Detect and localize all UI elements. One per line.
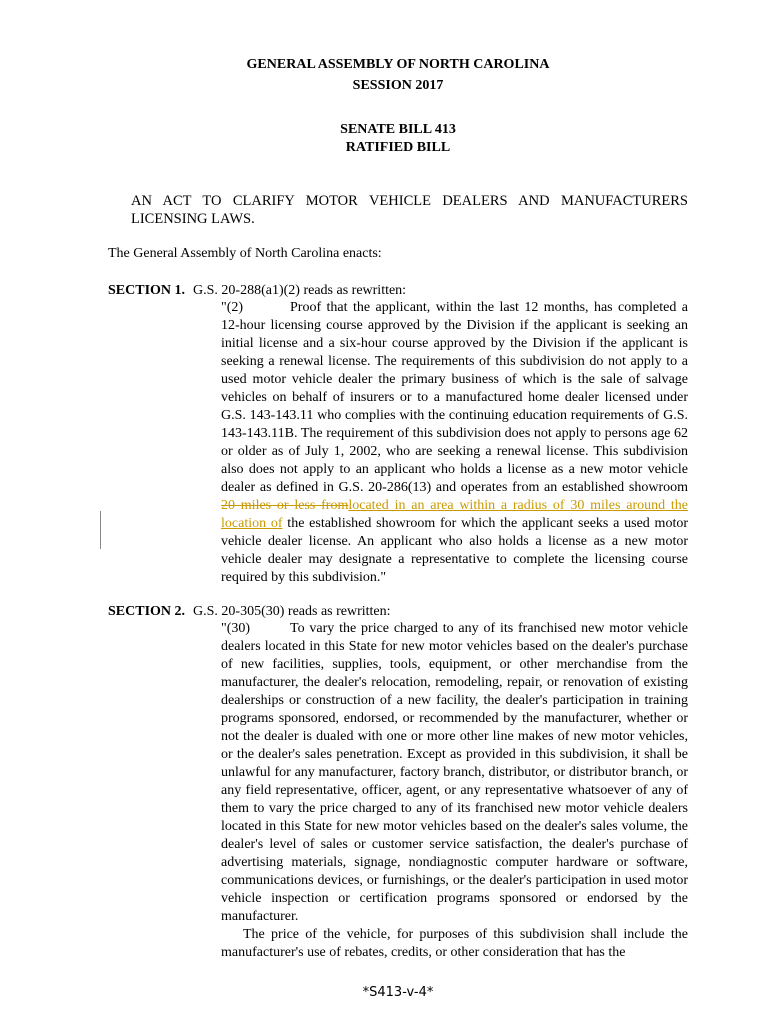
bill-status-heading: RATIFIED BILL	[345, 140, 451, 155]
assembly-heading: GENERAL ASSEMBLY OF NORTH CAROLINA	[246, 57, 550, 72]
section-2-heading	[108, 603, 391, 621]
section-2-paragraph-2: The price of the vehicle, for purposes of this subdivision shall include the manufacturer's use of rebates, credits, or other consideration that has the	[221, 927, 688, 960]
enacting-clause: The General Assembly of North Carolina enacts:	[108, 246, 382, 261]
section-2-subdivision	[221, 620, 688, 926]
act-title-line-1: AN ACT TO CLARIFY MOTOR VEHICLE DEALERS AND MANUFACTURERS	[131, 193, 688, 209]
deleted-text: 20 miles or less from	[221, 498, 349, 513]
act-title-line-2: LICENSING LAWS.	[131, 211, 255, 227]
act-title	[131, 192, 688, 228]
section-2-label: SECTION 2.	[108, 604, 186, 619]
section-1-text-before: Proof that the applicant, within the last 12 months, has completed a 12-hour licensing course approved by the Division if the applicant is seeking an initial license and a six-hour course approved by the Division if the applicant is seeking a renewal license. The requirements of this subdivision do not apply to a used motor vehicle dealer the primary business of which is the sale of salvage vehicles on behalf of insurers or to a manufactured home dealer licensed under G.S. 143-143.11 who complies with the continuing education requirements of G.S. 143-143.11B. The requirement of this subdivision does not apply to persons age 62 or older as of July 1, 2002, who are seeking a renewal license. This subdivision also does not apply to an applicant who holds a license as a new motor vehicle dealer as defined in G.S. 20-286(13) and operates from an established showroom	[221, 300, 688, 495]
section-1-body	[221, 299, 688, 587]
session-heading: SESSION 2017	[352, 78, 444, 93]
section-1-label: SECTION 1.	[108, 283, 186, 298]
inserted-text: located in an area within a radius of 30 miles around the location of	[221, 498, 688, 531]
section-2-intro: G.S. 20-305(30) reads as rewritten:	[193, 604, 391, 619]
section-1-intro: G.S. 20-288(a1)(2) reads as rewritten:	[193, 283, 407, 298]
bill-number-heading: SENATE BILL 413	[340, 122, 456, 137]
document-footer-code: *S413-v-4*	[362, 985, 434, 1000]
section-1-sub-number: "(2)	[221, 300, 244, 315]
revision-change-bar	[100, 511, 101, 549]
section-1-subdivision	[221, 299, 688, 587]
section-1-heading	[108, 282, 406, 300]
section-2-body	[221, 620, 688, 962]
section-2-text: To vary the price charged to any of its franchised new motor vehicle dealers located in this State for new motor vehicles based on the dealer's purchase of new facilities, supplies, tools, equipment, or other merchandise from the manufacturer, the dealer's relocation, remodeling, repair, or renovation of existing dealerships or construction of a new facility, the dealer's participation in training programs sponsored, endorsed, or recommended by the manufacturer, whether or not the dealer is dualed with one or more other line makes of new motor vehicles, or the dealer's sales penetration. Except as provided in this subdivision, it shall be unlawful for any manufacturer, factory branch, distributor, or distributor branch, or any field representative, officer, agent, or any representative whatsoever of any of them to vary the price charged to any of its franchised new motor vehicle dealers located in this State for new motor vehicles based on the dealer's sales volume, the dealer's level of sales or customer service satisfaction, the dealer's purchase of advertising materials, signage, nondiagnostic computer hardware or software, communications devices, or furnishings, or the dealer's participation in used motor vehicle inspection or certification programs sponsored or endorsed by the manufacturer.	[221, 621, 688, 924]
section-2-sub-number: "(30)	[221, 621, 251, 636]
section-1-text-after: the established showroom for which the applicant seeks a used motor vehicle dealer license. An applicant who also holds a license as a new motor vehicle dealer may designate a representative to complete the licensing course required by this subdivision."	[221, 516, 688, 585]
